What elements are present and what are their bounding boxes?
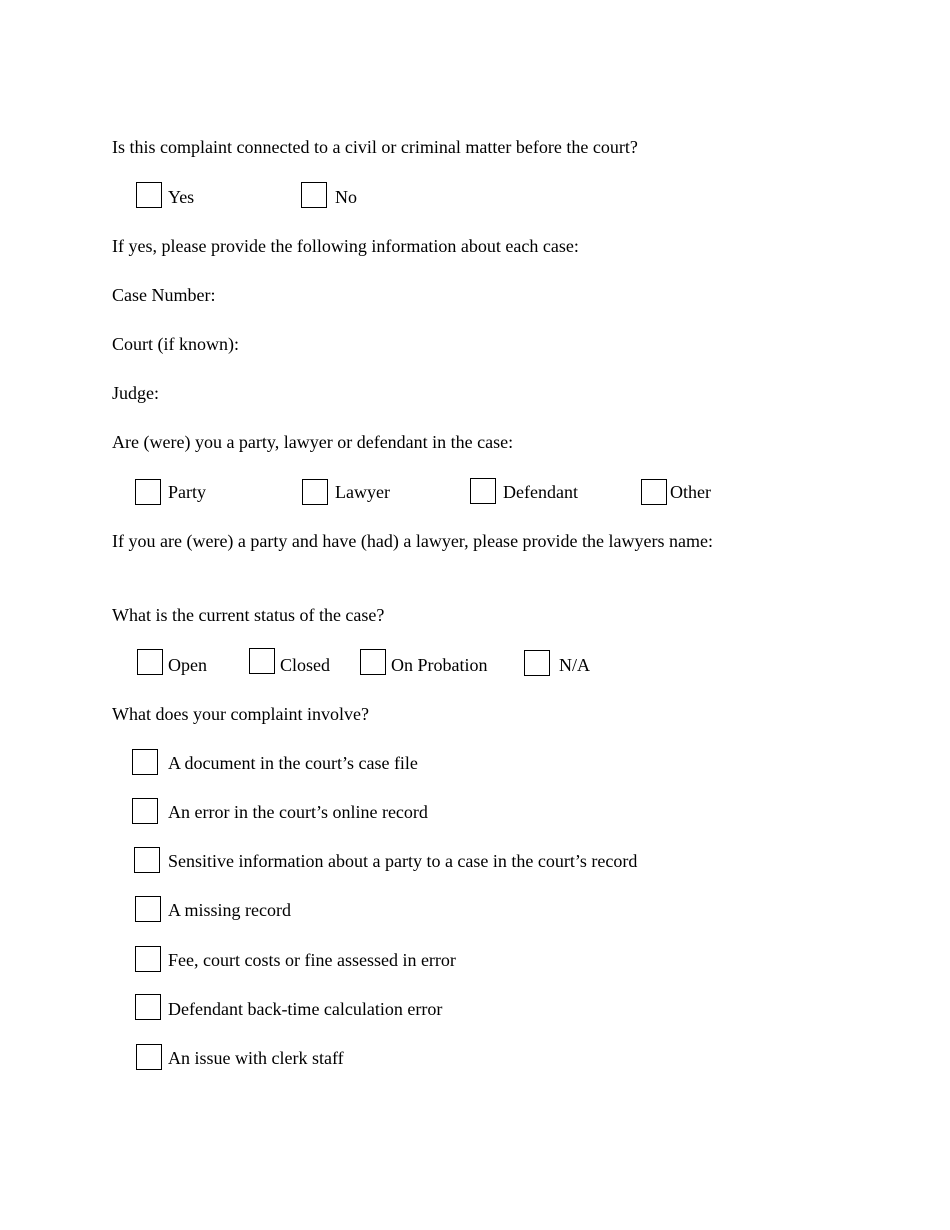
question-connected: Is this complaint connected to a civil or criminal matter before the court? [112, 137, 638, 157]
fee-error-checkbox[interactable] [135, 946, 161, 972]
closed-label: Closed [280, 655, 331, 675]
clerk-staff-issue-label: An issue with clerk staff [168, 1048, 344, 1068]
party-label: Party [168, 482, 206, 502]
lawyer-name-prompt: If you are (were) a party and have (had) a lawyer, please provide the lawyers name: [112, 531, 713, 551]
case-info-intro: If yes, please provide the following information about each case: [112, 236, 579, 256]
online-record-error-label: An error in the court’s online record [168, 802, 428, 822]
online-record-error-checkbox[interactable] [132, 798, 158, 824]
lawyer-label: Lawyer [335, 482, 390, 502]
yes-checkbox[interactable] [136, 182, 162, 208]
open-checkbox[interactable] [137, 649, 163, 675]
on-probation-label: On Probation [391, 655, 488, 675]
court-label: Court (if known): [112, 334, 239, 354]
case-number-label: Case Number: [112, 285, 216, 305]
document-case-file-checkbox[interactable] [132, 749, 158, 775]
judge-label: Judge: [112, 383, 159, 403]
sensitive-information-checkbox[interactable] [134, 847, 160, 873]
yes-label: Yes [168, 187, 195, 207]
na-checkbox[interactable] [524, 650, 550, 676]
open-label: Open [168, 655, 207, 675]
missing-record-label: A missing record [168, 900, 291, 920]
sensitive-information-label: Sensitive information about a party to a case in the court’s record [168, 851, 638, 871]
defendant-checkbox[interactable] [470, 478, 496, 504]
na-label: N/A [559, 655, 590, 675]
no-label: No [335, 187, 357, 207]
question-status: What is the current status of the case? [112, 605, 385, 625]
document-case-file-label: A document in the court’s case file [168, 753, 418, 773]
question-role: Are (were) you a party, lawyer or defendant in the case: [112, 432, 514, 452]
back-time-error-checkbox[interactable] [135, 994, 161, 1020]
party-checkbox[interactable] [135, 479, 161, 505]
back-time-error-label: Defendant back-time calculation error [168, 999, 443, 1019]
other-checkbox[interactable] [641, 479, 667, 505]
defendant-label: Defendant [503, 482, 578, 502]
missing-record-checkbox[interactable] [135, 896, 161, 922]
clerk-staff-issue-checkbox[interactable] [136, 1044, 162, 1070]
question-involve: What does your complaint involve? [112, 704, 369, 724]
other-label: Other [670, 482, 711, 502]
no-checkbox[interactable] [301, 182, 327, 208]
lawyer-checkbox[interactable] [302, 479, 328, 505]
fee-error-label: Fee, court costs or fine assessed in error [168, 950, 456, 970]
on-probation-checkbox[interactable] [360, 649, 386, 675]
closed-checkbox[interactable] [249, 648, 275, 674]
